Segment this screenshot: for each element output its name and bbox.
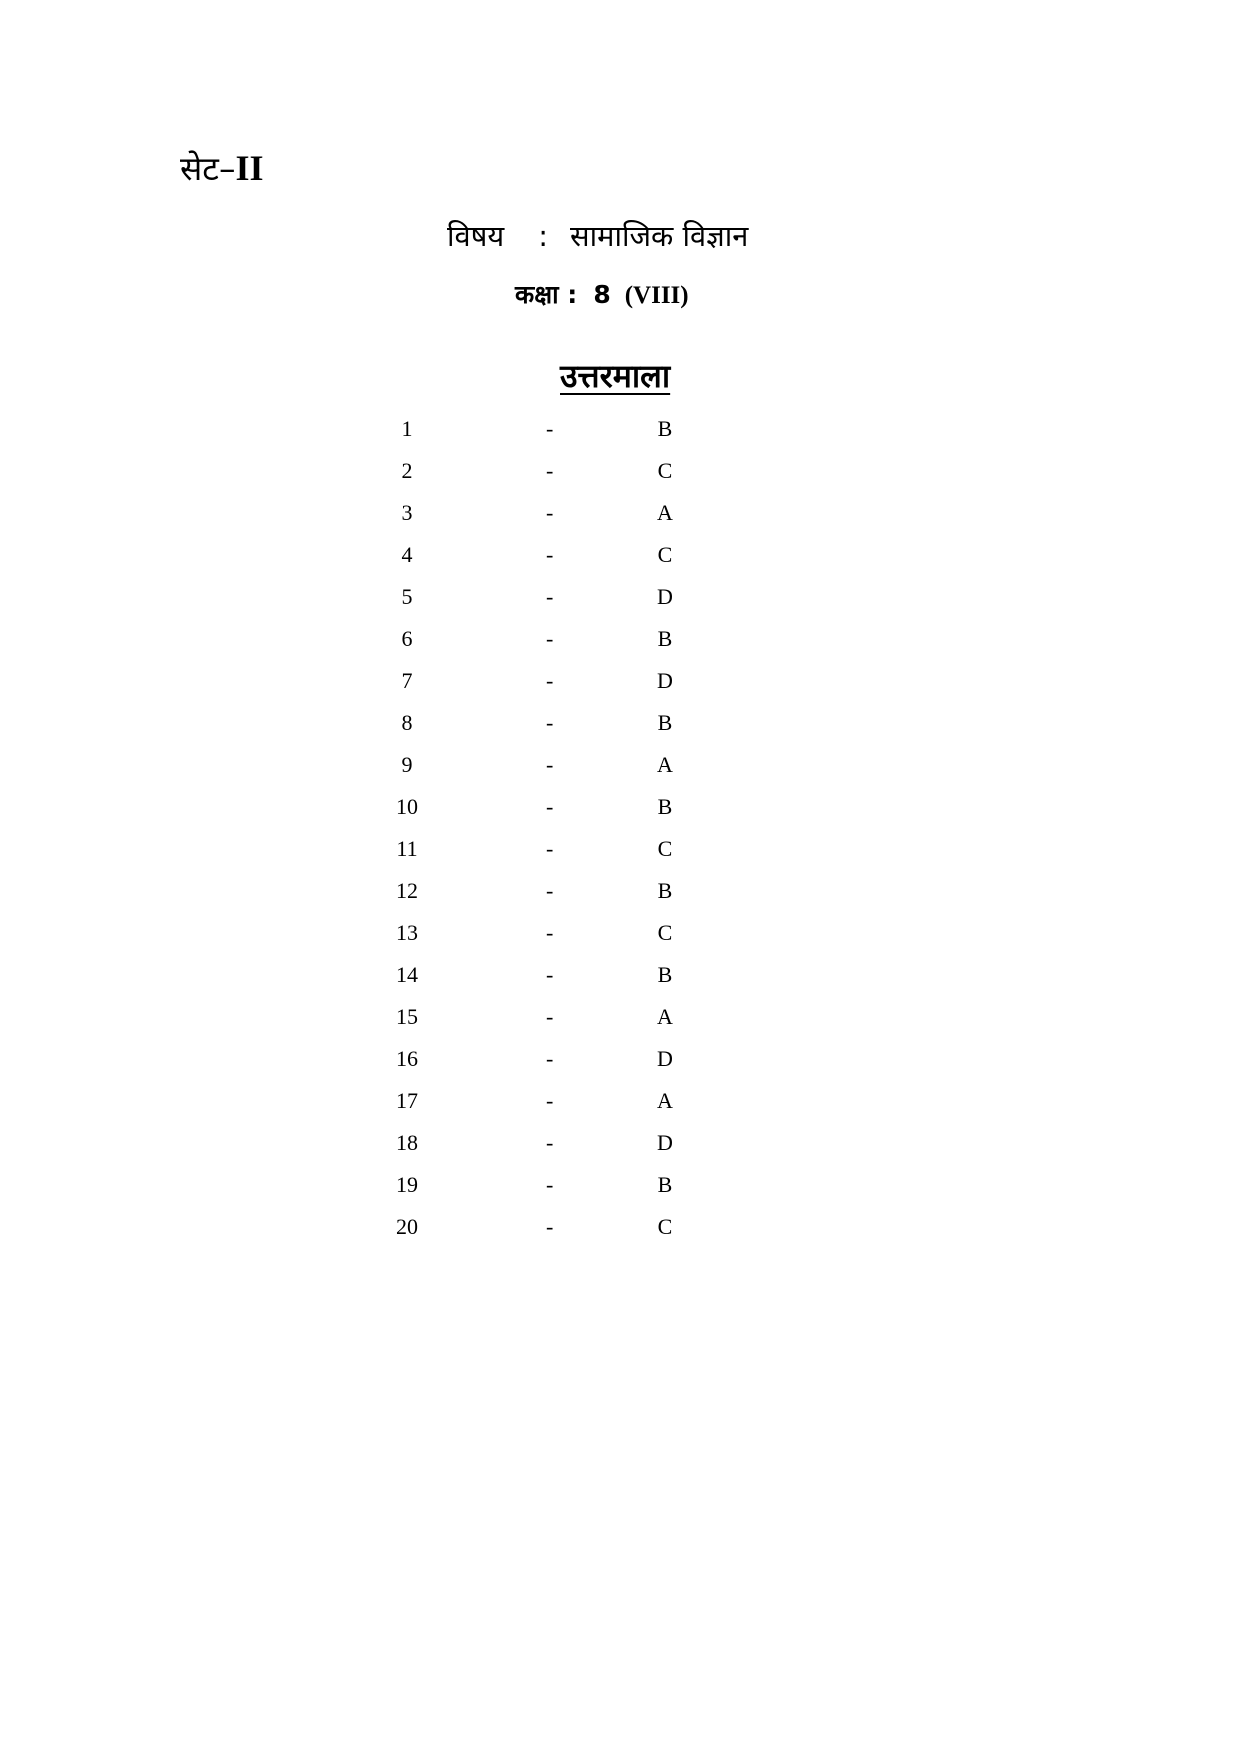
- answer-option: C: [657, 836, 673, 861]
- question-number: 13: [396, 920, 418, 945]
- answer-option: B: [657, 1172, 673, 1197]
- answer-row: [380, 880, 700, 922]
- question-number: 11: [396, 836, 418, 861]
- answer-separator: -: [546, 626, 554, 651]
- answer-row: [380, 418, 700, 460]
- answer-row: [380, 838, 700, 880]
- answer-separator: -: [546, 500, 554, 525]
- answer-separator: -: [546, 1214, 554, 1239]
- question-number: 3: [401, 500, 413, 525]
- answer-row: [380, 796, 700, 838]
- answer-option: A: [657, 500, 673, 525]
- subject-line: [447, 219, 749, 253]
- answer-row: [380, 502, 700, 544]
- question-number: 7: [401, 668, 413, 693]
- question-number: 14: [396, 962, 418, 987]
- answer-option: C: [657, 542, 673, 567]
- answer-option: B: [657, 878, 673, 903]
- answer-row: [380, 712, 700, 754]
- answer-option: D: [657, 668, 673, 693]
- answer-separator: -: [546, 668, 554, 693]
- question-number: 20: [396, 1214, 418, 1239]
- answer-option: B: [657, 962, 673, 987]
- answer-separator: -: [546, 878, 554, 903]
- answer-option: D: [657, 1046, 673, 1071]
- answer-row: [380, 1132, 700, 1174]
- answer-row: [380, 628, 700, 670]
- answer-option: B: [657, 626, 673, 651]
- answer-row: [380, 1006, 700, 1048]
- answer-row: [380, 1174, 700, 1216]
- answer-row: [380, 922, 700, 964]
- answer-separator: -: [546, 752, 554, 777]
- class-line: [515, 282, 689, 308]
- question-number: 6: [401, 626, 413, 651]
- answer-option: D: [657, 1130, 673, 1155]
- answer-list: [380, 418, 700, 1258]
- answer-option: C: [657, 458, 673, 483]
- question-number: 5: [401, 584, 413, 609]
- answer-separator: -: [546, 416, 554, 441]
- set-label: [180, 150, 263, 186]
- answer-row: [380, 754, 700, 796]
- answer-row: [380, 964, 700, 1006]
- answer-row: [380, 1216, 700, 1258]
- class-label: कक्षा :: [515, 280, 578, 309]
- answer-separator: -: [546, 1130, 554, 1155]
- answer-row: [380, 460, 700, 502]
- set-label-prefix: सेट–: [180, 149, 236, 188]
- answer-separator: -: [546, 962, 554, 987]
- set-label-roman: II: [235, 148, 264, 188]
- answer-row: [380, 544, 700, 586]
- answer-row: [380, 1090, 700, 1132]
- answer-option: A: [657, 752, 673, 777]
- question-number: 10: [396, 794, 418, 819]
- question-number: 16: [396, 1046, 418, 1071]
- answer-separator: -: [546, 458, 554, 483]
- answer-separator: -: [546, 920, 554, 945]
- answers-title: उत्तरमाला: [560, 357, 671, 395]
- subject-label: विषय: [447, 219, 505, 253]
- answer-option: B: [657, 710, 673, 735]
- answer-option: C: [657, 920, 673, 945]
- question-number: 15: [396, 1004, 418, 1029]
- answer-separator: -: [546, 794, 554, 819]
- subject-colon: :: [538, 219, 548, 253]
- answer-option: B: [657, 416, 673, 441]
- answer-option: C: [657, 1214, 673, 1239]
- class-number: 8: [593, 280, 611, 309]
- answer-separator: -: [546, 836, 554, 861]
- question-number: 1: [401, 416, 413, 441]
- question-number: 19: [396, 1172, 418, 1197]
- question-number: 2: [401, 458, 413, 483]
- answer-option: A: [657, 1004, 673, 1029]
- question-number: 9: [401, 752, 413, 777]
- question-number: 8: [401, 710, 413, 735]
- answer-separator: -: [546, 1004, 554, 1029]
- subject-value: सामाजिक विज्ञान: [570, 219, 749, 253]
- class-roman: (VIII): [624, 282, 689, 309]
- answer-separator: -: [546, 542, 554, 567]
- question-number: 4: [401, 542, 413, 567]
- answer-option: A: [657, 1088, 673, 1113]
- answer-option: D: [657, 584, 673, 609]
- question-number: 12: [396, 878, 418, 903]
- answer-row: [380, 1048, 700, 1090]
- answer-row: [380, 586, 700, 628]
- question-number: 17: [396, 1088, 418, 1113]
- answer-separator: -: [546, 710, 554, 735]
- answer-row: [380, 670, 700, 712]
- answer-option: B: [657, 794, 673, 819]
- answer-separator: -: [546, 1088, 554, 1113]
- answer-separator: -: [546, 1172, 554, 1197]
- question-number: 18: [396, 1130, 418, 1155]
- answer-separator: -: [546, 584, 554, 609]
- answer-separator: -: [546, 1046, 554, 1071]
